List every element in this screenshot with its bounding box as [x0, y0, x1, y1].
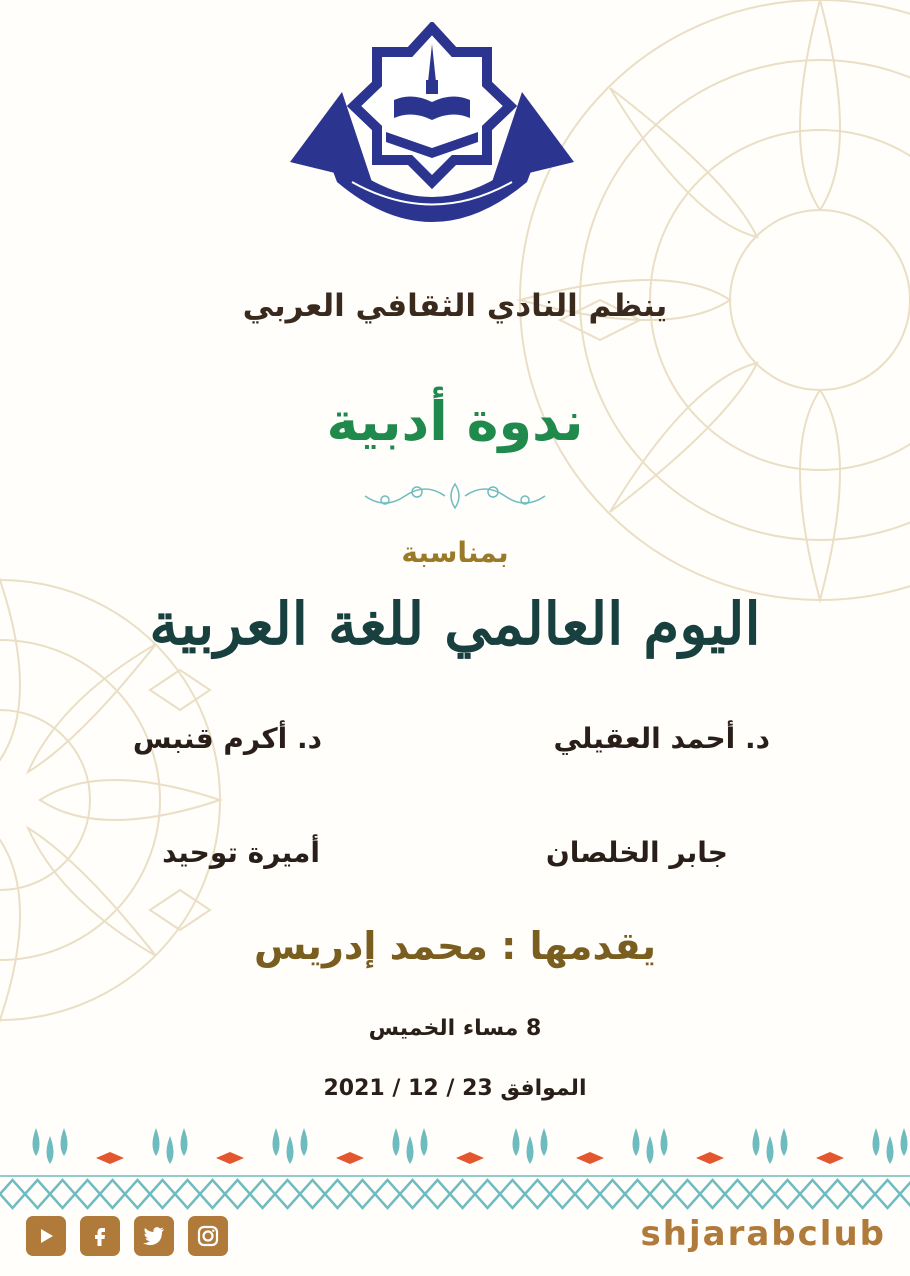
- speaker-1: د. أحمد العقيلي: [553, 722, 770, 755]
- event-time: 8 مساء الخميس: [368, 1016, 542, 1041]
- organizer-line: ينظم النادي الثقافي العربي: [242, 288, 668, 324]
- speaker-3: جابر الخلصان: [545, 836, 728, 869]
- occasion-label: بمناسبة: [401, 536, 509, 569]
- youtube-icon[interactable]: [26, 1216, 66, 1256]
- geometric-border: [0, 1128, 910, 1220]
- speaker-2: د. أكرم قنبس: [132, 722, 322, 755]
- club-logo: [282, 22, 582, 222]
- divider-ornament: [355, 478, 555, 514]
- event-title: ندوة أدبية: [326, 390, 584, 453]
- facebook-icon[interactable]: [80, 1216, 120, 1256]
- presenter-line: يقدمها : محمد إدريس: [253, 924, 657, 968]
- instagram-icon[interactable]: [188, 1216, 228, 1256]
- brand-handle: shjarabclub: [640, 1214, 886, 1254]
- occasion-calligraphy: اليوم العالمي للغة العربية: [149, 590, 761, 658]
- speaker-4: أميرة توحيد: [162, 836, 320, 869]
- event-date: الموافق 23 / 12 / 2021: [323, 1076, 587, 1101]
- twitter-icon[interactable]: [134, 1216, 174, 1256]
- social-links: [26, 1216, 228, 1256]
